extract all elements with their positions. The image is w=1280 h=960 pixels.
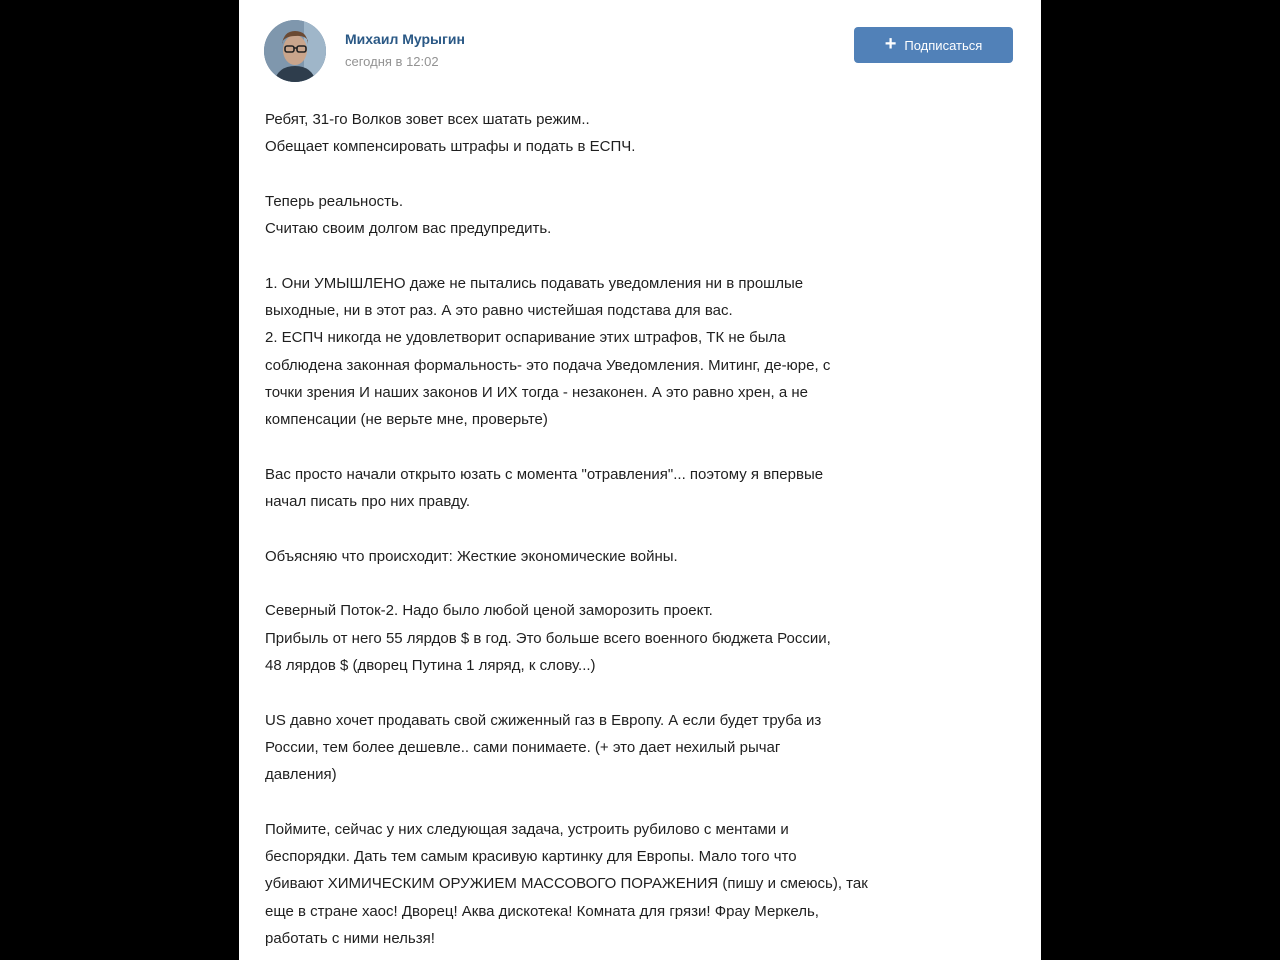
text-line: начал писать про них правду. [265,493,471,511]
text-line: 1. Они УМЫШЛЕНО даже не пытались подавать уведомления ни в прошлые [265,274,804,292]
post-paragraph [265,461,1025,516]
text-line: Вас просто начали открыто юзать с момента "отравления"... поэтому я впервые [265,465,824,483]
text-line: России, тем более дешевле.. сами понимаете. (+ это дает нехилый рычаг [265,738,781,756]
text-line: Прибыль от него 55 лярдов $ в год. Это больше всего военного бюджета России, [265,629,831,647]
post-paragraph [265,543,1025,570]
text-line: соблюдена законная формальность- это подача Уведомления. Митинг, де-юре, с [265,356,831,374]
text-line: 48 лярдов $ (дворец Путина 1 ляряд, к слову...) [265,656,596,674]
text-line: еще в стране хаос! Дворец! Аква дискотека! Комната для грязи! Фрау Меркель, [265,902,819,920]
text-line: Поймите, сейчас у них следующая задача, устроить рубилово с ментами и [265,820,789,838]
text-line: убивают ХИМИЧЕСКИМ ОРУЖИЕМ МАССОВОГО ПОРАЖЕНИЯ (пишу и смеюсь), так [265,875,868,893]
text-line: Обещает компенсировать штрафы и подать в ЕСПЧ. [265,138,636,156]
avatar[interactable] [264,20,326,82]
text-line: точки зрения И наших законов И ИХ тогда - незаконен. А это равно хрен, а не [265,383,808,401]
post-paragraph [265,188,1025,243]
text-line: Объясняю что происходит: Жесткие экономические войны. [265,547,678,565]
post-paragraph [265,597,1025,679]
post-paragraph [265,816,1025,952]
post-paragraph [265,270,1025,434]
text-line: Ребят, 31-го Волков зовет всех шатать режим.. [265,111,590,128]
person-silhouette-icon [264,20,326,82]
text-line: беспорядки. Дать тем самым красивую картинку для Европы. Мало того что [265,848,797,866]
text-line: компенсации (не верьте мне, проверьте) [265,411,548,429]
text-line: выходные, ни в этот раз. А это равно чистейшая подстава для вас. [265,302,733,320]
post-header [239,0,1041,100]
text-line: давления) [265,766,337,784]
post-time[interactable]: сегодня в 12:02 [345,54,439,69]
post-paragraph [265,707,1025,789]
post-paragraph [265,106,1025,161]
subscribe-button[interactable] [854,27,1013,63]
text-line: Теперь реальность. [265,192,404,210]
text-line: Считаю своим долгом вас предупредить. [265,220,552,238]
text-line: работать с ними нельзя! [265,929,435,947]
post-text [265,106,1025,960]
text-line: 2. ЕСПЧ никогда не удовлетворит оспаривание этих штрафов, ТК не была [265,329,786,347]
subscribe-button-label: Подписаться [904,37,983,53]
author-name[interactable]: Михаил Мурыгин [345,31,465,47]
text-line: Северный Поток-2. Надо было любой ценой заморозить проект. [265,602,713,620]
text-line: US давно хочет продавать свой сжиженный газ в Европу. А если будет труба из [265,711,822,729]
plus-icon: + [884,33,897,55]
post-card [239,0,1041,960]
